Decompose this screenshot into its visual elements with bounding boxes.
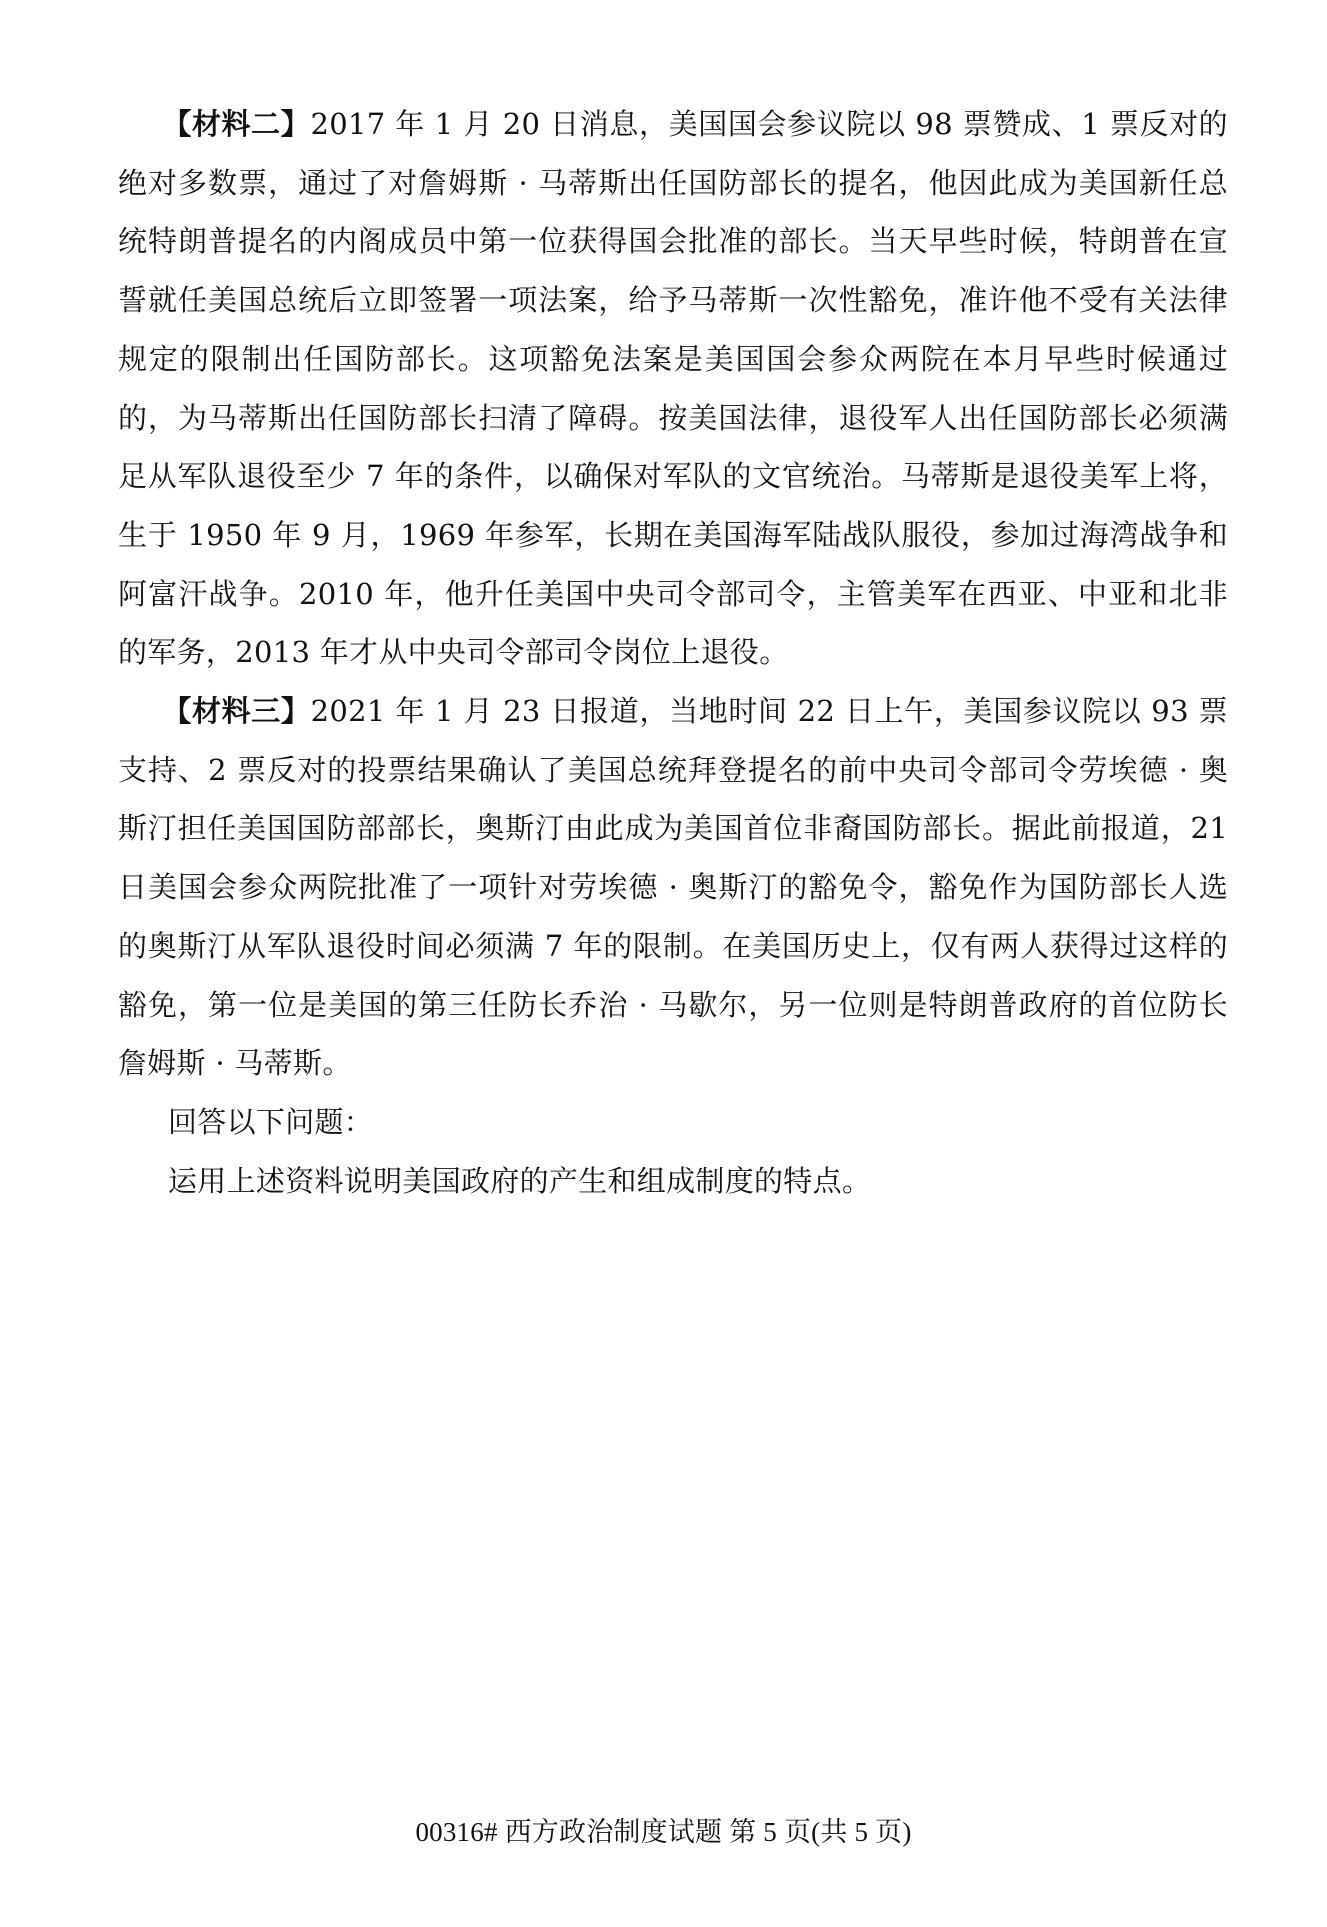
material-two-label: 【材料二】	[162, 107, 311, 141]
answer-prompt: 回答以下问题：	[168, 1104, 374, 1139]
material-two-paragraph	[118, 95, 1228, 682]
page-footer: 00316# 西方政治制度试题 第 5 页(共 5 页)	[415, 1817, 912, 1847]
material-three-text: 2021 年 1 月 23 日报道，当地时间 22 日上午，美国参议院以 93 票支持、2 票反对的投票结果确认了美国总统拜登提名的前中央司令部司令劳埃德 · 奥斯汀担任美国国防部部长，奥斯汀由此成为美国首位非裔国防部长。据此前报道，21 日美国会参众两院批准了一项针对劳埃德 · 奥斯汀的豁免令，豁免作为国防部长人选的奥斯汀从军队退役时间必须满 7 年的限制。在美国历史上，仅有两人获得过这样的豁免，第一位是美国的第三任防长乔治 · 马歇尔，另一位则是特朗普政府的首位防长詹姆斯 · 马蒂斯。	[118, 694, 1228, 1081]
material-three-label: 【材料三】	[162, 694, 311, 729]
material-two-text: 2017 年 1 月 20 日消息，美国国会参议院以 98 票赞成、1 票反对的绝对多数票，通过了对詹姆斯 · 马蒂斯出任国防部长的提名，他因此成为美国新任总统特朗普提名的内阁成员中第一位获得国会批准的部长。当天早些时候，特朗普在宣誓就任美国总统后立即签署一项法案，给予马蒂斯一次性豁免，准许他不受有关法律规定的限制出任国防部长。这项豁免法案是美国国会参众两院在本月早些时候通过的，为马蒂斯出任国防部长扫清了障碍。按美国法律，退役军人出任国防部长必须满足从军队退役至少 7 年的条件，以确保对军队的文官统治。马蒂斯是退役美军上将，生于 1950 年 9 月，1969 年参军，长期在美国海军陆战队服役，参加过海湾战争和阿富汗战争。2010 年，他升任美国中央司令部司令，主管美军在西亚、中亚和北非的军务，2013 年才从中央司令部司令岗位上退役。	[118, 107, 1228, 670]
exam-body	[118, 95, 1228, 1210]
question-text: 运用上述资料说明美国政府的产生和组成制度的特点。	[168, 1163, 872, 1198]
material-three-paragraph	[118, 682, 1228, 1093]
